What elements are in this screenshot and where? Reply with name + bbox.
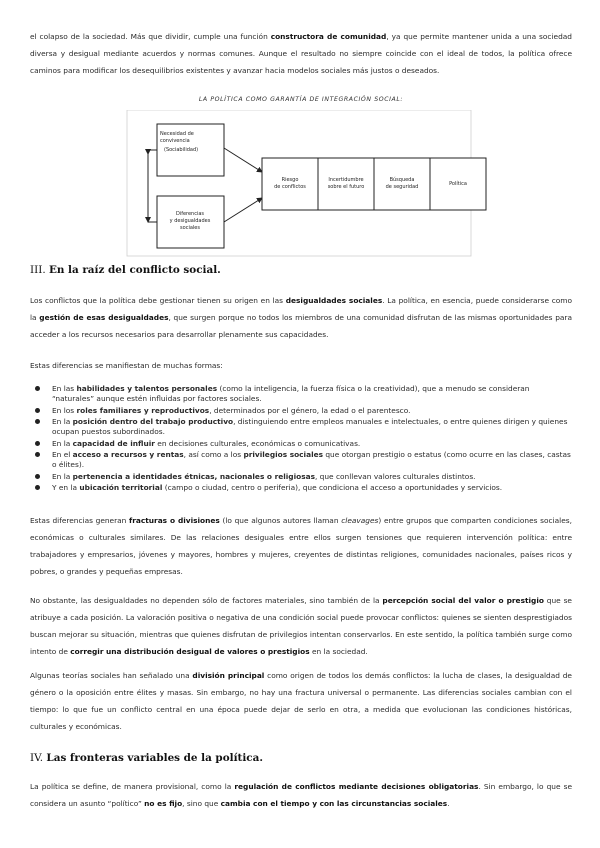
bullet-icon: [35, 408, 40, 413]
section-4-heading: IV. Las fronteras variables de la política.: [30, 752, 263, 764]
section-3-paragraph-5: Algunas teorías sociales han señalado una división principal como origen de todos los demás conflictos: la lucha de clases, la desigualdad de género o la oposición entre élites y masas. Sin embargo, no hay una fractura universal o permanente. Las diferencias sociales cambian con el tiempo: lo que fue un conflicto central en una época puede dejar de serlo en otra, a medida que evolucionan las condiciones históricas, culturales y económicas.: [30, 671, 572, 731]
label-incert-2: sobre el futuro: [327, 184, 365, 190]
label-necesidad-1: Necesidad de: [160, 131, 194, 137]
bullet-icon: [35, 441, 40, 446]
label-incert-1: Incertidumbre: [328, 177, 364, 183]
diagram-caption: LA POLÍTICA COMO GARANTÍA DE INTEGRACIÓN SOCIAL:: [198, 96, 404, 103]
label-diferencias-3: sociales: [180, 225, 200, 231]
section-3-paragraph-3: Estas diferencias generan fracturas o divisiones (lo que algunos autores llaman cleavages) entre grupos que comparten condiciones sociales, económicas o culturales similares. De las relaciones desiguales entre ellos surgen tensiones que requieren intervención política: entre trabajadores y empresarios, jóvenes y mayores, hombres y mujeres, creyentes de distintas religiones, comunidades nacionales, países ricos y pobres, o grandes y pequeñas empresas.: [30, 516, 572, 576]
list-item: En las habilidades y talentos personales (como la inteligencia, la fuerza física o la creatividad), que a menudo se consideran “naturales” aunque estén influidas por factores sociales.: [30, 384, 572, 404]
bullet-icon: [35, 474, 40, 479]
list-item: En la capacidad de influir en decisiones culturales, económicas o comunicativas.: [30, 439, 572, 449]
bullet-icon: [35, 386, 40, 391]
list-item: En la posición dentro del trabajo productivo, distinguiendo entre empleos manuales e intelectuales, o entre quienes dirigen y quienes ocupan puestos subordinados.: [30, 417, 572, 437]
label-diferencias-2: y desigualdades: [169, 218, 211, 224]
label-riesgo-2: de conflictos: [274, 184, 306, 190]
bold-privilegios: privilegios sociales: [243, 450, 324, 459]
arrow-necesidad-riesgo: [224, 148, 262, 172]
label-busqueda-1: Búsqueda: [389, 177, 415, 183]
label-politica: Política: [449, 181, 467, 187]
section-3-paragraph-1: Los conflictos que la política debe gestionar tienen su origen en las desigualdades sociales. La política, en esencia, puede considerarse como la gestión de esas desigualdades, que surgen porque no todos los miembros de una comunidad disfrutan de las mismas oportunidades para acceder a los recursos necesarios para desarrollar plenamente sus capacidades.: [30, 296, 573, 339]
bullet-icon: [35, 485, 40, 490]
list-item: En la pertenencia a identidades étnicas, nacionales o religiosas, que conllevan valores culturales distintos.: [30, 472, 572, 482]
label-diferencias-1: Diferencias: [175, 211, 205, 217]
label-necesidad-2: convivencia: [160, 138, 190, 144]
section-3-paragraph-4: No obstante, las desigualdades no dependen sólo de factores materiales, sino también de la percepción social del valor o prestigio que se atribuye a cada posición. La valoración positiva o negativa de una condición social puede provocar conflictos: quienes se sienten desprestigiados buscan mejorar su situación, mientras que quienes disfrutan de privilegios intentan conservarlos. En este sentido, la política también surge como intento de corregir una distribución desigual de valores o prestigios en la sociedad.: [30, 596, 572, 656]
section-4-paragraph-1: La política se define, de manera provisional, como la regulación de conflictos mediante decisiones obligatorias. Sin embargo, lo que se considera un asunto “político” no es fijo, sino que cambia con el tiempo y con las circunstancias sociales.: [30, 782, 572, 808]
section-3-paragraph-2: Estas diferencias se manifiestan de muchas formas:: [30, 361, 223, 370]
intro-paragraph: el colapso de la sociedad. Más que dividir, cumple una función constructora de comunidad, ya que permite mantener unida a una sociedad diversa y desigual mediante acuerdos y normas comunes. Aunque el resultado no siempre coincide con el ideal de todos, la política ofrece caminos para modificar los desequilibrios existentes y avanzar hacia modelos sociales más justos o deseados.: [30, 32, 572, 75]
integration-diagram: [30, 110, 572, 260]
list-item: Y en la ubicación territorial (campo o ciudad, centro o periferia), que condiciona el acceso a oportunidades y servicios.: [30, 483, 572, 493]
label-busqueda-2: de seguridad: [385, 184, 419, 190]
list-item: En los roles familiares y reproductivos, determinados por el género, la edad o el parentesco.: [30, 406, 572, 416]
bullet-icon: [35, 452, 40, 457]
arrow-diferencias-riesgo: [224, 198, 262, 222]
bullet-icon: [35, 419, 40, 424]
label-necesidad-3: (Sociabilidad): [164, 147, 199, 153]
list-item: En el acceso a recursos y rentas, así como a los privilegios sociales que otorgan prestigio o estatus (como ocurre en las clases, castas o élites).: [30, 450, 572, 470]
label-riesgo-1: Riesgo: [281, 177, 299, 183]
differences-list: [30, 384, 572, 495]
section-3-heading: III. En la raíz del conflicto social.: [30, 264, 221, 276]
